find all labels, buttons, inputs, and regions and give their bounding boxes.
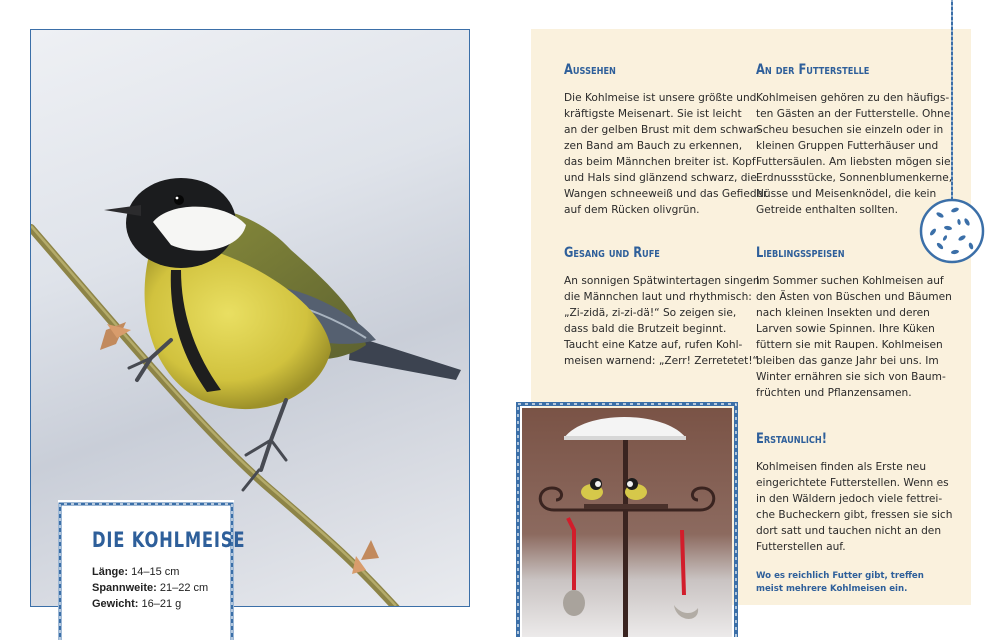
section-text: Die Kohlmeise ist unsere größte und kräftigste Meisenart. Sie ist leicht an der gelben Brust mit dem schwar- zen Band am Bauch zu erkennen, das beim Männchen breiter ist. Kopf und Hals sind glänzend schwarz, die Wangen schneeweiß und das Gefieder auf dem Rücken olivgrün. <box>564 92 768 216</box>
fact-weight: Gewicht: 16–21 g <box>92 598 182 610</box>
section-text: Kohlmeisen gehören zu den häufigs- ten Gästen an der Futterstelle. Ohne Scheu besuchen sie einzeln oder in kleinen Gruppen Futterhäuser und Futtersäulen. Am liebsten mögen sie Erdnussstücke, Sonnenblumenkerne, Nüsse und Meisenknödel, die kein Getreide enthalten sollten. <box>756 92 953 216</box>
section-text: An sonnigen Spätwintertagen singen die Männchen laut und rhythmisch: „Zi-zidä, zi-zi-dä!“ So zeigen sie, dass bald die Brutzeit beginnt. Taucht eine Katze auf, rufen Kohl- meisen warnend: „Zerr! Zerretetet!“ <box>564 275 760 367</box>
section-text: Im Sommer suchen Kohlmeisen auf den Ästen von Büschen und Bäumen nach kleinen Insekten und deren Larven sowie Spinnen. Ihre Küken füttern sie mit Raupen. Kohlmeisen bleiben das ganze Jahr bei uns. Im Winter ernähren sie sich von Baum- früchten und Pflanzensamen. <box>756 275 952 399</box>
feeder-photo <box>514 400 740 637</box>
section-title: Lieblingsspeisen <box>756 245 845 261</box>
species-title: DIE KOHLMEISE <box>92 528 246 552</box>
section-title: Erstaunlich! <box>756 431 828 447</box>
species-facts <box>92 564 208 612</box>
species-info-box <box>58 500 246 640</box>
hanging-ornament-icon <box>915 0 989 270</box>
fact-length: Länge: 14–15 cm <box>92 566 180 578</box>
section-title: An der Futterstelle <box>756 62 870 78</box>
photo-caption: Wo es reichlich Futter gibt, treffen meist mehrere Kohlmeisen ein. <box>756 571 924 594</box>
section-aussehen <box>564 62 767 218</box>
section-title: Aussehen <box>564 62 616 78</box>
fact-wingspan: Spannweite: 21–22 cm <box>92 582 209 594</box>
section-text: Kohlmeisen finden als Erste neu eingerichtete Futterstellen. Wenn es in den Wäldern jedoch viele fettrei- che Bucheckern gibt, fressen sie sich dort satt und tauchen nicht an den Futterstellen auf. <box>756 461 953 553</box>
section-title: Gesang und Rufe <box>564 245 660 261</box>
section-erstaunlich <box>756 431 952 555</box>
section-gesang <box>564 245 760 369</box>
